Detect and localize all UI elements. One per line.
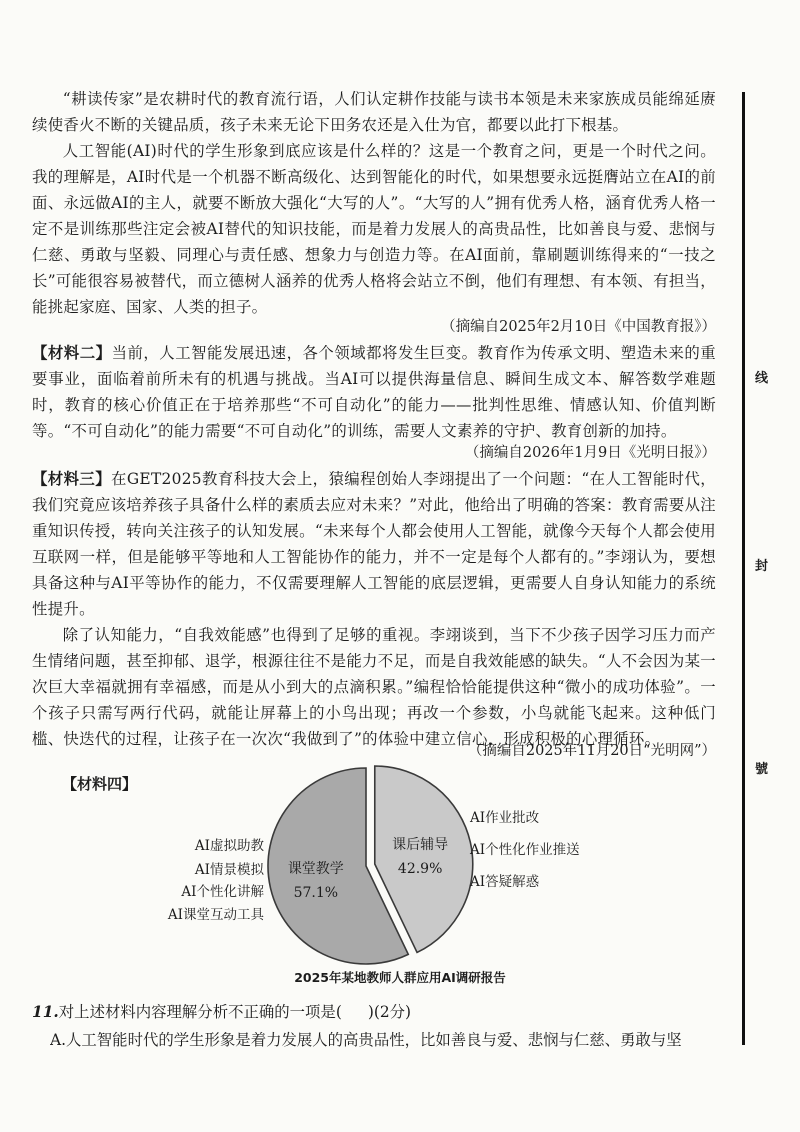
source-citation-1: （摘编自2025年2月10日《中国教育报》） [441,319,716,335]
binding-char-3: 號 [755,762,769,777]
material-3-tag: 【材料三】 [32,470,112,488]
pie-left-item-2: AI情景模拟 [194,862,264,878]
material-3-text: 在GET2025教育科技大会上，猿编程创始人李翊提出了一个问题：“在人工智能时代，我们究竟应该培养孩子具备什么样的素质去应对未来？”对此，他给出了明确的答案：教育需要从注重知识传授，转向关注孩子的认知发展。“未来每个人都会使用人工智能，就像今天每个人都会使用互联网一样，但是能够平等地和人工智能协作的能力，并不一定是每个人都有的。”李翊认为，要想具备这种与AI平等协作的能力，不仅需要理解人工智能的底层逻辑，更需要人自身认知能力的系统性提升。 [32,470,716,618]
material-2-text: 当前，人工智能发展迅速，各个领域都将发生巨变。教育作为传承文明、塑造未来的重要事业，面临着前所未有的机遇与挑战。当AI可以提供海量信息、瞬间生成文本、解答数学难题时，教育的核心价值正在于培养那些“不可自动化”的能力——批判性思维、情感认知、价值判断等。“不可自动化”的能力需要“不可自动化”的训练，需要人文素养的守护、教育创新的加持。 [32,344,716,440]
material-3-paragraph [32,466,716,622]
question-number: 11. [32,1003,59,1021]
pie-left-item-4: AI课堂互动工具 [167,907,264,923]
material-4-tag: 【材料四】 [62,775,138,793]
material-2-tag: 【材料二】 [32,344,112,362]
pie-slice-label-2: 课后辅导 [392,837,449,854]
binding-char-2: 封 [755,559,769,574]
pie-right-item-2: AI个性化作业推送 [470,842,580,858]
material-2-paragraph [32,340,716,444]
pie-right-item-3: AI答疑解惑 [470,874,540,890]
question-11-stem [32,1000,411,1024]
paragraph-2: 人工智能(AI)时代的学生形象到底应该是什么样的？这是一个教育之问，更是一个时代之问。我的理解是，AI时代是一个机器不断高级化、达到智能化的时代，如果想要永远挺膺站立在AI的前面、永远做AI的主人，就要不断放大强化“大写的人”。“大写的人”拥有优秀人格，涵育优秀人格一定不是训练那些注定会被AI替代的知识技能，而是着力发展人的高贵品性，比如善良与爱、悲悯与仁慈、勇敢与坚毅、同理心与责任感、想象力与创造力等。在AI面前，靠刷题训练得来的“一技之长”可能很容易被替代，而立德树人涵养的优秀人格将会站立不倒，他们有理想、有本领、有担当，能挑起家庭、国家、人类的担子。 [32,142,716,316]
pie-slice-value-1: 57.1% [293,884,339,901]
pie-slice-value-2: 42.9% [397,861,443,878]
source-citation-2: （摘编自2026年1月9日《光明日报》） [464,445,716,461]
pie-right-item-1: AI作业批改 [470,810,540,826]
option-a: A.人工智能时代的学生形象是着力发展人的高贵品性，比如善良与爱、悲悯与仁慈、勇敢与坚 [50,1031,682,1049]
source-citation-3: （摘编自2025年11月20日“光明网”） [467,743,716,759]
pie-slice-label-1: 课堂教学 [287,860,344,877]
chart-caption: 2025年某地教师人群应用AI调研报告 [294,970,506,985]
paragraph-5: 除了认知能力，“自我效能感”也得到了足够的重视。李翊谈到，当下不少孩子因学习压力而产生情绪问题，甚至抑郁、退学，根源往往不是能力不足，而是自我效能感的缺失。“人不会因为某一次巨大幸福就拥有幸福感，而是从小到大的点滴积累。”编程恰恰能提供这种“微小的成功体验”。一个孩子只需写两行代码，就能让屏幕上的小鸟出现；再改一个参数，小鸟就能飞起来。这种低门槛、快迭代的过程，让孩子在一次次“我做到了”的体验中建立信心，形成积极的心理循环。 [32,626,716,748]
pie-left-item-1: AI虚拟助教 [194,838,264,854]
binding-line [742,92,745,1045]
question-stem-part-b: )(2分) [367,1003,412,1021]
pie-left-item-3: AI个性化讲解 [181,884,264,900]
binding-char-1: 线 [755,371,769,386]
paragraph-1: “耕读传家”是农耕时代的教育流行语，人们认定耕作技能与读书本领是未来家族成员能绵延赓续使香火不断的关键品质，孩子未来无论下田务农还是入仕为官，都要以此打下根基。 [32,90,716,134]
question-stem-part-a: 对上述材料内容理解分析不正确的一项是( [58,1003,342,1021]
